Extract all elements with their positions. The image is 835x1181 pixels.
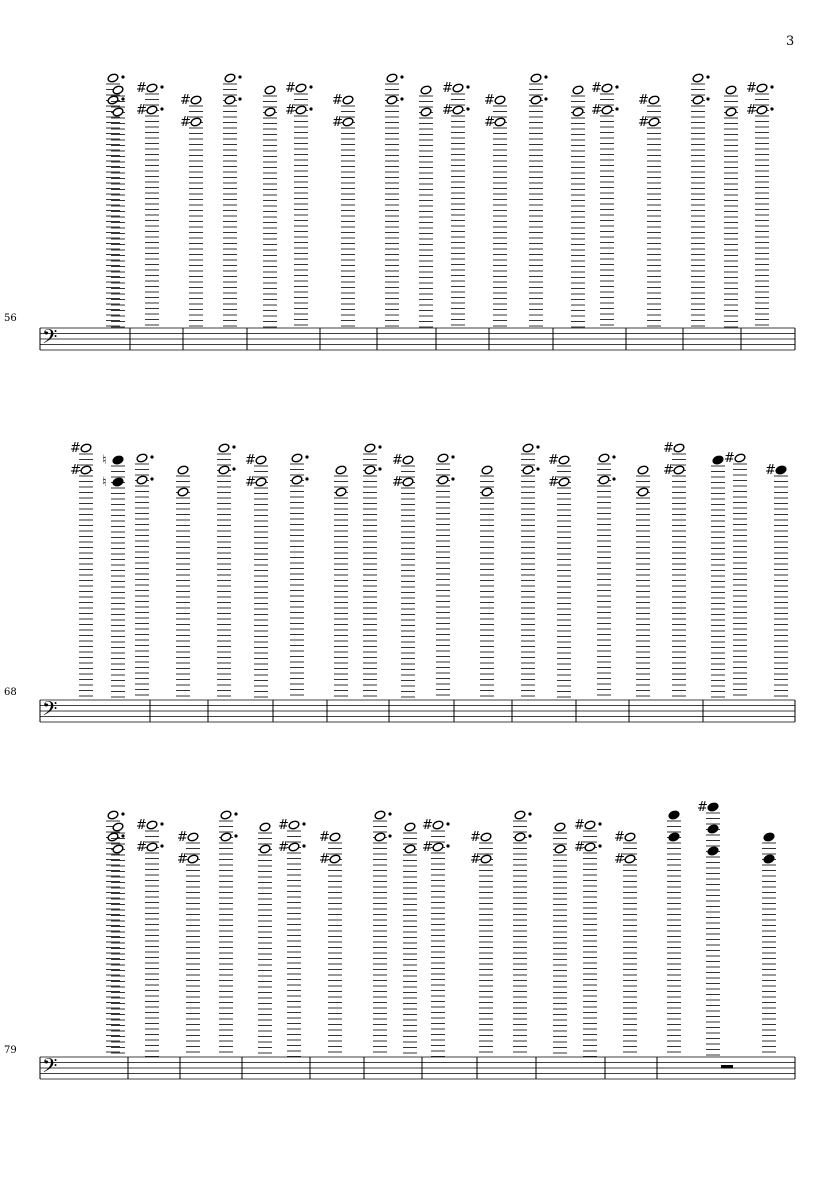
note-head <box>190 95 202 105</box>
augmentation-dot <box>238 75 241 78</box>
note-head <box>668 832 680 842</box>
accidental-icon: # <box>278 840 289 855</box>
note-head <box>112 477 124 487</box>
accidental-icon: ♮ <box>102 475 107 490</box>
note-head <box>288 820 300 830</box>
augmentation-dot <box>544 97 547 100</box>
accidental-icon: # <box>136 818 147 833</box>
note-head <box>259 844 271 854</box>
page-number: 3 <box>786 34 795 49</box>
note-head <box>107 95 119 105</box>
augmentation-dot <box>238 97 241 100</box>
note-head <box>80 465 92 475</box>
accidental-icon: # <box>422 818 433 833</box>
note-head <box>335 465 347 475</box>
note-head <box>295 83 307 93</box>
augmentation-dot <box>770 85 773 88</box>
note-head <box>112 455 124 465</box>
augmentation-dot <box>309 107 312 110</box>
note-head <box>364 443 376 453</box>
note-head <box>220 810 232 820</box>
note-head <box>530 95 542 105</box>
augmentation-dot <box>706 75 709 78</box>
note-head <box>452 105 464 115</box>
accidental-icon: # <box>332 93 343 108</box>
augmentation-dot <box>536 445 539 448</box>
note-head <box>480 832 492 842</box>
accidental-icon: # <box>422 840 433 855</box>
note-head <box>707 824 719 834</box>
note-head <box>420 107 432 117</box>
note-head <box>342 95 354 105</box>
note-head <box>288 842 300 852</box>
note-head <box>146 83 158 93</box>
note-head <box>584 820 596 830</box>
note-head <box>584 842 596 852</box>
note-head <box>259 822 271 832</box>
accidental-icon: # <box>724 451 735 466</box>
note-head <box>494 95 506 105</box>
augmentation-dot <box>598 844 601 847</box>
note-head <box>598 475 610 485</box>
note-head <box>218 443 230 453</box>
note-head <box>136 475 148 485</box>
note-head <box>404 822 416 832</box>
accidental-icon: # <box>638 93 649 108</box>
augmentation-dot <box>232 445 235 448</box>
augmentation-dot <box>305 455 308 458</box>
note-head <box>255 455 267 465</box>
note-head <box>112 107 124 117</box>
note-head <box>763 854 775 864</box>
augmentation-dot <box>305 477 308 480</box>
augmentation-dot <box>466 85 469 88</box>
note-head <box>329 854 341 864</box>
note-head <box>601 83 613 93</box>
note-head <box>112 822 124 832</box>
augmentation-dot <box>400 75 403 78</box>
note-head <box>291 453 303 463</box>
note-head <box>146 105 158 115</box>
note-head <box>80 443 92 453</box>
accidental-icon: # <box>392 475 403 490</box>
accidental-icon: # <box>574 818 585 833</box>
note-head <box>291 475 303 485</box>
augmentation-dot <box>612 477 615 480</box>
accidental-icon: # <box>765 463 776 478</box>
note-head <box>224 73 236 83</box>
augmentation-dot <box>451 455 454 458</box>
note-head <box>187 854 199 864</box>
note-head <box>725 85 737 95</box>
note-head <box>255 477 267 487</box>
accidental-icon: # <box>245 453 256 468</box>
note-head <box>107 810 119 820</box>
note-head <box>775 465 787 475</box>
accidental-icon: # <box>470 852 481 867</box>
augmentation-dot <box>150 477 153 480</box>
note-head <box>637 487 649 497</box>
note-head <box>601 105 613 115</box>
note-head <box>673 443 685 453</box>
augmentation-dot <box>160 844 163 847</box>
note-head <box>692 95 704 105</box>
augmentation-dot <box>544 75 547 78</box>
note-head <box>598 453 610 463</box>
accidental-icon: # <box>285 81 296 96</box>
note-head <box>522 443 534 453</box>
note-head <box>177 465 189 475</box>
augmentation-dot <box>160 85 163 88</box>
note-head <box>420 85 432 95</box>
note-head <box>295 105 307 115</box>
accidental-icon: # <box>614 830 625 845</box>
note-head <box>386 95 398 105</box>
note-head <box>329 832 341 842</box>
note-head <box>494 117 506 127</box>
note-head <box>522 465 534 475</box>
note-head <box>624 832 636 842</box>
accidental-icon: # <box>591 103 602 118</box>
note-head <box>637 465 649 475</box>
augmentation-dot <box>388 834 391 837</box>
augmentation-dot <box>160 822 163 825</box>
accidental-icon: # <box>548 453 559 468</box>
note-head <box>554 844 566 854</box>
augmentation-dot <box>160 107 163 110</box>
measure-number: 56 <box>4 313 17 324</box>
note-head <box>514 832 526 842</box>
note-head <box>734 453 746 463</box>
augmentation-dot <box>309 85 312 88</box>
note-head <box>763 832 775 842</box>
note-head <box>404 844 416 854</box>
note-head <box>374 832 386 842</box>
note-head <box>342 117 354 127</box>
note-head <box>146 820 158 830</box>
augmentation-dot <box>388 812 391 815</box>
accidental-icon: # <box>574 840 585 855</box>
note-head <box>218 465 230 475</box>
note-head <box>480 854 492 864</box>
note-head <box>437 453 449 463</box>
accidental-icon: # <box>746 81 757 96</box>
note-head <box>187 832 199 842</box>
accidental-icon: # <box>442 81 453 96</box>
note-head <box>335 487 347 497</box>
augmentation-dot <box>612 455 615 458</box>
accidental-icon: # <box>177 830 188 845</box>
note-head <box>707 802 719 812</box>
half-rest-icon <box>721 1065 733 1069</box>
augmentation-dot <box>770 107 773 110</box>
augmentation-dot <box>302 844 305 847</box>
note-head <box>530 73 542 83</box>
augmentation-dot <box>706 97 709 100</box>
accidental-icon: # <box>70 441 81 456</box>
note-head <box>386 73 398 83</box>
accidental-icon: # <box>746 103 757 118</box>
note-head <box>220 832 232 842</box>
accidental-icon: # <box>591 81 602 96</box>
accidental-icon: # <box>484 115 495 130</box>
note-head <box>707 846 719 856</box>
bass-clef-icon: 𝄢 <box>42 325 58 353</box>
accidental-icon: # <box>548 475 559 490</box>
augmentation-dot <box>536 467 539 470</box>
note-head <box>136 453 148 463</box>
note-head <box>402 477 414 487</box>
augmentation-dot <box>598 822 601 825</box>
note-head <box>756 83 768 93</box>
note-head <box>572 85 584 95</box>
accidental-icon: # <box>180 115 191 130</box>
augmentation-dot <box>121 75 124 78</box>
note-head <box>374 810 386 820</box>
note-head <box>364 465 376 475</box>
measure-number: 79 <box>4 1045 17 1056</box>
augmentation-dot <box>378 445 381 448</box>
accidental-icon: # <box>136 81 147 96</box>
note-head <box>402 455 414 465</box>
accidental-icon: # <box>697 800 708 815</box>
note-head <box>437 475 449 485</box>
augmentation-dot <box>121 97 124 100</box>
accidental-icon: # <box>470 830 481 845</box>
augmentation-dot <box>615 85 618 88</box>
note-head <box>112 844 124 854</box>
note-head <box>112 85 124 95</box>
accidental-icon: # <box>442 103 453 118</box>
augmentation-dot <box>150 455 153 458</box>
note-head <box>514 810 526 820</box>
note-head <box>452 83 464 93</box>
note-head <box>107 73 119 83</box>
note-head <box>481 487 493 497</box>
note-head <box>668 810 680 820</box>
augmentation-dot <box>232 467 235 470</box>
augmentation-dot <box>234 812 237 815</box>
note-head <box>648 117 660 127</box>
note-head <box>624 854 636 864</box>
bass-clef-icon: 𝄢 <box>42 697 58 725</box>
augmentation-dot <box>466 107 469 110</box>
accidental-icon: # <box>332 115 343 130</box>
augmentation-dot <box>121 812 124 815</box>
accidental-icon: # <box>638 115 649 130</box>
note-head <box>572 107 584 117</box>
note-head <box>224 95 236 105</box>
note-head <box>725 107 737 117</box>
note-head <box>190 117 202 127</box>
accidental-icon: # <box>180 93 191 108</box>
accidental-icon: # <box>285 103 296 118</box>
note-head <box>481 465 493 475</box>
augmentation-dot <box>446 844 449 847</box>
note-head <box>692 73 704 83</box>
augmentation-dot <box>234 834 237 837</box>
note-head <box>107 832 119 842</box>
note-head <box>264 107 276 117</box>
note-head <box>756 105 768 115</box>
accidental-icon: ♮ <box>102 453 107 468</box>
note-head <box>558 455 570 465</box>
note-head <box>177 487 189 497</box>
bass-clef-icon: 𝄢 <box>42 1054 58 1082</box>
note-head <box>264 85 276 95</box>
accidental-icon: # <box>278 818 289 833</box>
accidental-icon: # <box>136 840 147 855</box>
accidental-icon: # <box>663 441 674 456</box>
accidental-icon: # <box>245 475 256 490</box>
measure-number: 68 <box>4 687 17 698</box>
augmentation-dot <box>400 97 403 100</box>
note-head <box>146 842 158 852</box>
note-head <box>558 477 570 487</box>
augmentation-dot <box>528 812 531 815</box>
accidental-icon: # <box>70 463 81 478</box>
accidental-icon: # <box>614 852 625 867</box>
augmentation-dot <box>528 834 531 837</box>
note-head <box>648 95 660 105</box>
augmentation-dot <box>446 822 449 825</box>
augmentation-dot <box>615 107 618 110</box>
accidental-icon: # <box>392 453 403 468</box>
accidental-icon: # <box>484 93 495 108</box>
accidental-icon: # <box>319 852 330 867</box>
accidental-icon: # <box>663 463 674 478</box>
augmentation-dot <box>302 822 305 825</box>
note-head <box>432 842 444 852</box>
augmentation-dot <box>378 467 381 470</box>
accidental-icon: # <box>136 103 147 118</box>
accidental-icon: # <box>177 852 188 867</box>
note-head <box>554 822 566 832</box>
note-head <box>712 455 724 465</box>
note-head <box>432 820 444 830</box>
augmentation-dot <box>121 834 124 837</box>
augmentation-dot <box>451 477 454 480</box>
accidental-icon: # <box>319 830 330 845</box>
note-head <box>673 465 685 475</box>
